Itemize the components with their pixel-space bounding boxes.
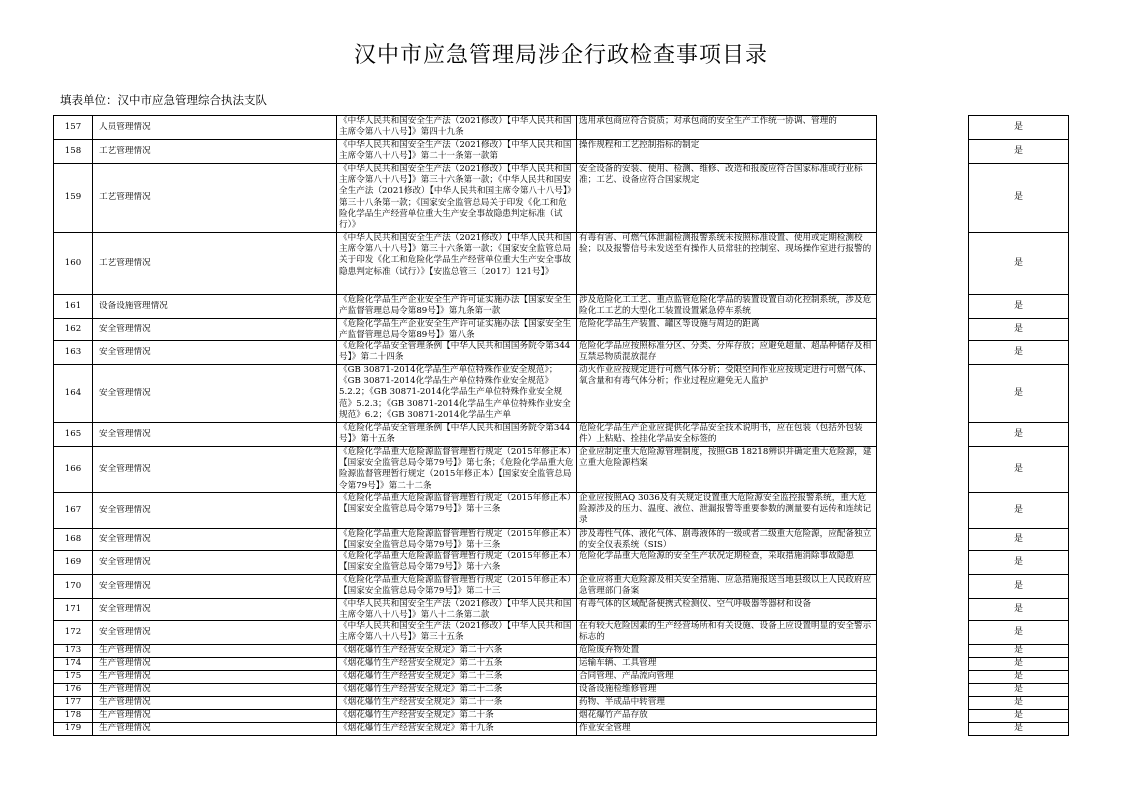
filing-unit-label: 填表单位：汉中市应急管理综合执法支队	[60, 93, 267, 107]
inspection-item-text: 安全管理情况	[99, 504, 151, 515]
row-number-text: 165	[64, 428, 82, 439]
inspection-content	[577, 621, 877, 645]
legal-basis	[337, 116, 577, 140]
result-cell: 是	[969, 365, 1069, 423]
inspection-content	[577, 295, 877, 319]
result-cell: 是	[969, 140, 1069, 164]
inspection-item-text: 安全管理情况	[99, 463, 151, 474]
legal-basis	[337, 423, 577, 447]
result-cell: 是	[969, 645, 1069, 658]
inspection-content	[577, 645, 877, 658]
inspection-content-text: 有毒有害、可燃气体泄漏检测报警系统未按照标准设置、使用或定期检测校验；以及报警信号未发送至有操作人员常驻的控制室、现场操作室进行报警的	[579, 233, 872, 255]
inspection-content-text: 危险废弃物处置	[579, 645, 640, 655]
legal-basis-text: 《烟花爆竹生产经营安全规定》第十九条	[339, 723, 494, 733]
legal-basis-text: 《GB 30871-2014化学品生产单位特殊作业安全规范》；《GB 30871-2014化学品生产单位特殊作业安全规范》5.2.2；《GB 30871-2014化学品生产单位特殊作业安全规范》5.2.3；《GB 30871-2014化学品生产单位特殊作业安全规范》6.2；《GB 30871-2014化学品生产单	[339, 365, 571, 420]
row-number	[54, 658, 93, 671]
legal-basis-text: 《危险化学品生产企业安全生产许可证实施办法【国家安全生产监督管理总局令第89号】》第八条	[339, 319, 572, 340]
inspection-item-text: 安全管理情况	[99, 556, 151, 567]
legal-basis	[337, 697, 577, 710]
inspection-item	[93, 697, 337, 710]
row-number-text: 174	[64, 658, 82, 669]
result-cell: 是	[969, 529, 1069, 551]
result-cell: 是	[969, 341, 1069, 365]
result-row	[969, 599, 1069, 621]
inspection-item-text: 生产管理情况	[99, 723, 151, 734]
row-number-text: 173	[64, 645, 82, 656]
inspection-item	[93, 671, 337, 684]
result-cell: 是	[969, 621, 1069, 645]
inspection-item-text: 安全管理情况	[99, 626, 151, 637]
result-row	[969, 341, 1069, 365]
row-number-text: 168	[64, 533, 82, 544]
result-cell: 是	[969, 723, 1069, 736]
legal-basis	[337, 295, 577, 319]
legal-basis-text: 《危险化学品重大危险源监督管理暂行规定（2015年修正本）【国家安全监管总局令第79号】》第七条；《危险化学品重大危险源监督管理暂行规定（2015年修正本）【国家安全监管总局令第79号】》第二十二条	[339, 447, 574, 491]
inspection-content	[577, 551, 877, 575]
inspection-content-text: 药物、半成品中转管理	[579, 697, 665, 707]
legal-basis-text: 《危险化学品生产企业安全生产许可证实施办法【国家安全生产监督管理总局令第89号】》第九条第一款	[339, 295, 572, 317]
row-number-text: 162	[64, 323, 82, 334]
inspection-content-text: 烟花爆竹产品存放	[579, 710, 648, 720]
inspection-item	[93, 233, 337, 295]
table-row	[54, 551, 877, 575]
inspection-item	[93, 423, 337, 447]
legal-basis-text: 《危险化学品重大危险源监督管理暂行规定（2015年修正本）【国家安全监管总局令第79号】》第十六条	[339, 551, 572, 573]
inspection-content	[577, 697, 877, 710]
inspection-item-text: 生产管理情况	[99, 710, 151, 721]
legal-basis-text: 《中华人民共和国安全生产法（2021修改）【中华人民共和国主席令第八十八号】》第三十六条第一款；《国家安全监管总局关于印发《化工和危险化学品生产经营单位重大生产安全事故隐患判定标准（试行）》【安监总管三〔2017〕121号】》	[339, 233, 572, 277]
inspection-item	[93, 551, 337, 575]
inspection-item-text: 安全管理情况	[99, 603, 151, 614]
legal-basis-text: 《烟花爆竹生产经营安全规定》第二十一条	[339, 697, 503, 707]
inspection-item-text: 安全管理情况	[99, 387, 151, 398]
inspection-content-text: 合同管理、产品流向管理	[579, 671, 674, 681]
legal-basis	[337, 671, 577, 684]
row-number-text: 164	[64, 387, 82, 398]
result-row	[969, 551, 1069, 575]
inspection-item-text: 工艺管理情况	[99, 257, 151, 268]
result-row	[969, 621, 1069, 645]
result-cell: 是	[969, 697, 1069, 710]
row-number-text: 161	[64, 300, 82, 311]
inspection-item	[93, 684, 337, 697]
row-number	[54, 645, 93, 658]
row-number	[54, 697, 93, 710]
inspection-content	[577, 493, 877, 529]
legal-basis-text: 《中华人民共和国安全生产法（2021修改）【中华人民共和国主席令第八十八号】》第三十五条	[339, 621, 572, 643]
inspection-item-text: 人员管理情况	[99, 121, 151, 132]
inspection-item	[93, 365, 337, 423]
result-cell: 是	[969, 116, 1069, 140]
inspection-item-text: 生产管理情况	[99, 658, 151, 669]
inspection-content	[577, 658, 877, 671]
inspection-item-text: 设备设施管理情况	[99, 300, 168, 311]
table-row	[54, 658, 877, 671]
table-row	[54, 684, 877, 697]
legal-basis	[337, 493, 577, 529]
inspection-item	[93, 493, 337, 529]
row-number-text: 170	[64, 580, 82, 591]
inspection-content	[577, 423, 877, 447]
inspection-content	[577, 365, 877, 423]
inspection-item	[93, 140, 337, 164]
inspection-content-text: 涉及危险化工工艺、重点监管危险化学品的装置设置自动化控制系统，涉及危险化工工艺的大型化工装置设置紧急停车系统	[579, 295, 872, 317]
inspection-item	[93, 575, 337, 599]
row-number	[54, 164, 93, 233]
legal-basis	[337, 551, 577, 575]
row-number	[54, 710, 93, 723]
inspection-content-text: 运输车辆、工具管理	[579, 658, 657, 668]
row-number-text: 167	[64, 504, 82, 515]
row-number-text: 163	[64, 346, 82, 357]
row-number	[54, 529, 93, 551]
table-row	[54, 164, 877, 233]
inspection-item	[93, 621, 337, 645]
result-cell: 是	[969, 493, 1069, 529]
legal-basis-text: 《烟花爆竹生产经营安全规定》第二十三条	[339, 671, 503, 681]
result-cell: 是	[969, 710, 1069, 723]
inspection-content-text: 危险化学品生产装置、罐区等设施与周边的距离	[579, 319, 760, 329]
row-number	[54, 621, 93, 645]
table-row	[54, 493, 877, 529]
row-number-text: 159	[64, 192, 82, 203]
legal-basis-text: 《烟花爆竹生产经营安全规定》第二十五条	[339, 658, 503, 668]
row-number	[54, 551, 93, 575]
legal-basis	[337, 164, 577, 233]
inspection-item-text: 生产管理情况	[99, 697, 151, 708]
legal-basis-text: 《中华人民共和国安全生产法（2021修改）【中华人民共和国主席令第八十八号】》第四十九条	[339, 116, 572, 138]
legal-basis	[337, 723, 577, 736]
result-cell: 是	[969, 575, 1069, 599]
table-row	[54, 599, 877, 621]
inspection-content-text: 有毒气体的区域配备便携式检测仪、空气呼吸器等器材和设备	[579, 599, 812, 609]
table-row	[54, 116, 877, 140]
result-row	[969, 671, 1069, 684]
inspection-content	[577, 319, 877, 341]
row-number	[54, 493, 93, 529]
result-row	[969, 493, 1069, 529]
row-number-text: 179	[64, 723, 82, 734]
inspection-item	[93, 116, 337, 140]
table-row	[54, 697, 877, 710]
result-row	[969, 723, 1069, 736]
inspection-content-text: 涉及毒性气体、液化气体、剧毒液体的一级或者二级重大危险源，应配备独立的安全仪表系统（SIS）	[579, 529, 872, 550]
legal-basis-text: 《危险化学品重大危险源监督管理暂行规定（2015年修正本）【国家安全监管总局令第79号】》第二十三	[339, 575, 572, 597]
result-cell: 是	[969, 684, 1069, 697]
inspection-content-text: 操作规程和工艺控制指标的制定	[579, 140, 700, 150]
inspection-content-text: 企业应按照AQ 3036及有关规定设置重大危险源安全监控报警系统，重大危险源涉及的压力、温度、液位、泄漏报警等重要参数的测量要有远传和连续记录	[579, 493, 872, 526]
result-row	[969, 575, 1069, 599]
row-number	[54, 140, 93, 164]
inspection-item	[93, 447, 337, 493]
legal-basis-text: 《危险化学品安全管理条例【中华人民共和国国务院令第344号】》第二十四条	[339, 341, 571, 363]
table-row	[54, 723, 877, 736]
inspection-item	[93, 295, 337, 319]
result-cell: 是	[969, 599, 1069, 621]
table-row	[54, 319, 877, 341]
row-number-text: 169	[64, 556, 82, 567]
inspection-content	[577, 723, 877, 736]
table-row	[54, 140, 877, 164]
inspection-item	[93, 164, 337, 233]
result-row	[969, 295, 1069, 319]
result-row	[969, 710, 1069, 723]
result-row	[969, 684, 1069, 697]
row-number	[54, 723, 93, 736]
result-cell: 是	[969, 551, 1069, 575]
inspection-content-text: 危险化学品生产企业应提供化学品安全技术说明书，应在包装（包括外包装件）上粘贴、拴挂化学品安全标签的	[579, 423, 863, 445]
inspection-content-text: 动火作业应按规定进行可燃气体分析；受限空间作业应按规定进行可燃气体、氧含量和有毒气体分析；作业过程应避免无人监护	[579, 365, 872, 387]
result-cell: 是	[969, 671, 1069, 684]
legal-basis-text: 《中华人民共和国安全生产法（2021修改）【中华人民共和国主席令第八十八号】》第三十六条第一款；《中华人民共和国安全生产法（2021修改）【中华人民共和国主席令第八十八号】》第三十八条第一款；《国家安全监管总局关于印发《化工和危险化学品生产经营单位重大生产安全事故隐患判定标准（试行）》	[339, 164, 572, 231]
result-row	[969, 658, 1069, 671]
inspection-content	[577, 447, 877, 493]
result-row	[969, 116, 1069, 140]
legal-basis-text: 《中华人民共和国安全生产法（2021修改）【中华人民共和国主席令第八十八号】》第八十二条第二款	[339, 599, 572, 620]
result-cell: 是	[969, 295, 1069, 319]
table-row	[54, 233, 877, 295]
inspection-item-text: 安全管理情况	[99, 428, 151, 439]
row-number	[54, 575, 93, 599]
result-cell: 是	[969, 164, 1069, 233]
result-column-table	[968, 115, 1069, 736]
inspection-content-text: 危险化学品重大危险源的安全生产状况定期检查，采取措施消除事故隐患	[579, 551, 855, 561]
row-number	[54, 671, 93, 684]
result-cell: 是	[969, 233, 1069, 295]
inspection-content	[577, 233, 877, 295]
legal-basis	[337, 447, 577, 493]
table-row	[54, 423, 877, 447]
row-number-text: 177	[64, 697, 82, 708]
inspection-content-text: 危险化学品应按照标准分区、分类、分库存放；应避免超量、超品种储存及相互禁忌物质混放混存	[579, 341, 872, 363]
inspection-content-text: 企业应将重大危险源及相关安全措施、应急措施报送当地县级以上人民政府应急管理部门备案	[579, 575, 872, 597]
legal-basis	[337, 684, 577, 697]
legal-basis	[337, 599, 577, 621]
result-row	[969, 319, 1069, 341]
inspection-item	[93, 710, 337, 723]
inspection-item	[93, 658, 337, 671]
result-row	[969, 140, 1069, 164]
inspection-content	[577, 684, 877, 697]
inspection-item	[93, 645, 337, 658]
inspection-item-text: 安全管理情况	[99, 533, 151, 544]
row-number-text: 172	[64, 626, 82, 637]
result-row	[969, 365, 1069, 423]
inspection-content-text: 安全设备的安装、使用、检测、维修、改造和报废应符合国家标准或行业标准；工艺、设备应符合国家规定	[579, 164, 863, 186]
table-row	[54, 529, 877, 551]
row-number-text: 158	[64, 145, 82, 156]
legal-basis-text: 《危险化学品重大危险源监督管理暂行规定（2015年修正本）【国家安全监管总局令第79号】》第十三条	[339, 529, 572, 550]
row-number	[54, 447, 93, 493]
inspection-item	[93, 599, 337, 621]
inspection-content	[577, 140, 877, 164]
inspection-content	[577, 341, 877, 365]
legal-basis	[337, 140, 577, 164]
result-row	[969, 164, 1069, 233]
inspection-content	[577, 529, 877, 551]
row-number	[54, 116, 93, 140]
inspection-item	[93, 319, 337, 341]
row-number	[54, 319, 93, 341]
inspection-content-text: 企业应制定重大危险源管理制度，按照GB 18218辨识并确定重大危险源，建立重大危险源档案	[579, 447, 872, 469]
inspection-content	[577, 116, 877, 140]
row-number-text: 157	[64, 121, 82, 132]
row-number-text: 178	[64, 710, 82, 721]
legal-basis	[337, 341, 577, 365]
inspection-item-text: 工艺管理情况	[99, 145, 151, 156]
table-row	[54, 365, 877, 423]
result-row	[969, 233, 1069, 295]
row-number	[54, 599, 93, 621]
legal-basis-text: 《危险化学品重大危险源监督管理暂行规定（2015年修正本）【国家安全监管总局令第79号】》第十三条	[339, 493, 572, 515]
legal-basis-text: 《烟花爆竹生产经营安全规定》第二十条	[339, 710, 494, 720]
legal-basis	[337, 658, 577, 671]
inspection-items-table	[53, 115, 877, 736]
result-row	[969, 423, 1069, 447]
legal-basis	[337, 621, 577, 645]
row-number-text: 171	[64, 603, 82, 614]
inspection-item-text: 安全管理情况	[99, 580, 151, 591]
inspection-item-text: 安全管理情况	[99, 323, 151, 334]
table-row	[54, 447, 877, 493]
result-cell: 是	[969, 423, 1069, 447]
row-number	[54, 365, 93, 423]
inspection-content	[577, 575, 877, 599]
legal-basis-text: 《中华人民共和国安全生产法（2021修改）【中华人民共和国主席令第八十八号】》第二十一条第一款第	[339, 140, 572, 162]
legal-basis-text: 《危险化学品安全管理条例【中华人民共和国国务院令第344号】》第十五条	[339, 423, 571, 445]
inspection-item-text: 生产管理情况	[99, 684, 151, 695]
row-number	[54, 684, 93, 697]
row-number	[54, 341, 93, 365]
result-cell: 是	[969, 447, 1069, 493]
result-row	[969, 529, 1069, 551]
inspection-content-text: 设备设施检维修管理	[579, 684, 657, 694]
row-number-text: 160	[64, 257, 82, 268]
row-number-text: 176	[64, 684, 82, 695]
legal-basis	[337, 319, 577, 341]
inspection-item-text: 工艺管理情况	[99, 192, 151, 203]
legal-basis	[337, 529, 577, 551]
page-title: 汉中市应急管理局涉企行政检查事项目录	[353, 43, 768, 68]
inspection-content-text: 选用承包商应符合资质；对承包商的安全生产工作统一协调、管理的	[579, 116, 837, 126]
legal-basis	[337, 365, 577, 423]
legal-basis	[337, 645, 577, 658]
result-row	[969, 645, 1069, 658]
row-number-text: 166	[64, 463, 82, 474]
table-row	[54, 341, 877, 365]
inspection-content	[577, 599, 877, 621]
result-cell: 是	[969, 319, 1069, 341]
inspection-content	[577, 671, 877, 684]
row-number	[54, 423, 93, 447]
inspection-content	[577, 164, 877, 233]
inspection-item-text: 生产管理情况	[99, 645, 151, 656]
legal-basis-text: 《烟花爆竹生产经营安全规定》第二十六条	[339, 645, 503, 655]
table-row	[54, 710, 877, 723]
table-row	[54, 295, 877, 319]
inspection-item-text: 安全管理情况	[99, 346, 151, 357]
table-row	[54, 575, 877, 599]
legal-basis	[337, 575, 577, 599]
row-number	[54, 295, 93, 319]
legal-basis-text: 《烟花爆竹生产经营安全规定》第二十二条	[339, 684, 503, 694]
inspection-item	[93, 529, 337, 551]
result-row	[969, 447, 1069, 493]
result-row	[969, 697, 1069, 710]
row-number-text: 175	[64, 671, 82, 682]
result-cell: 是	[969, 658, 1069, 671]
inspection-content-text: 在有较大危险因素的生产经营场所和有关设施、设备上应设置明显的安全警示标志的	[579, 621, 872, 643]
legal-basis	[337, 233, 577, 295]
legal-basis	[337, 710, 577, 723]
row-number	[54, 233, 93, 295]
table-row	[54, 621, 877, 645]
table-row	[54, 671, 877, 684]
inspection-content-text: 作业安全管理	[579, 723, 631, 733]
inspection-item	[93, 341, 337, 365]
table-row	[54, 645, 877, 658]
inspection-content	[577, 710, 877, 723]
inspection-item-text: 生产管理情况	[99, 671, 151, 682]
inspection-item	[93, 723, 337, 736]
